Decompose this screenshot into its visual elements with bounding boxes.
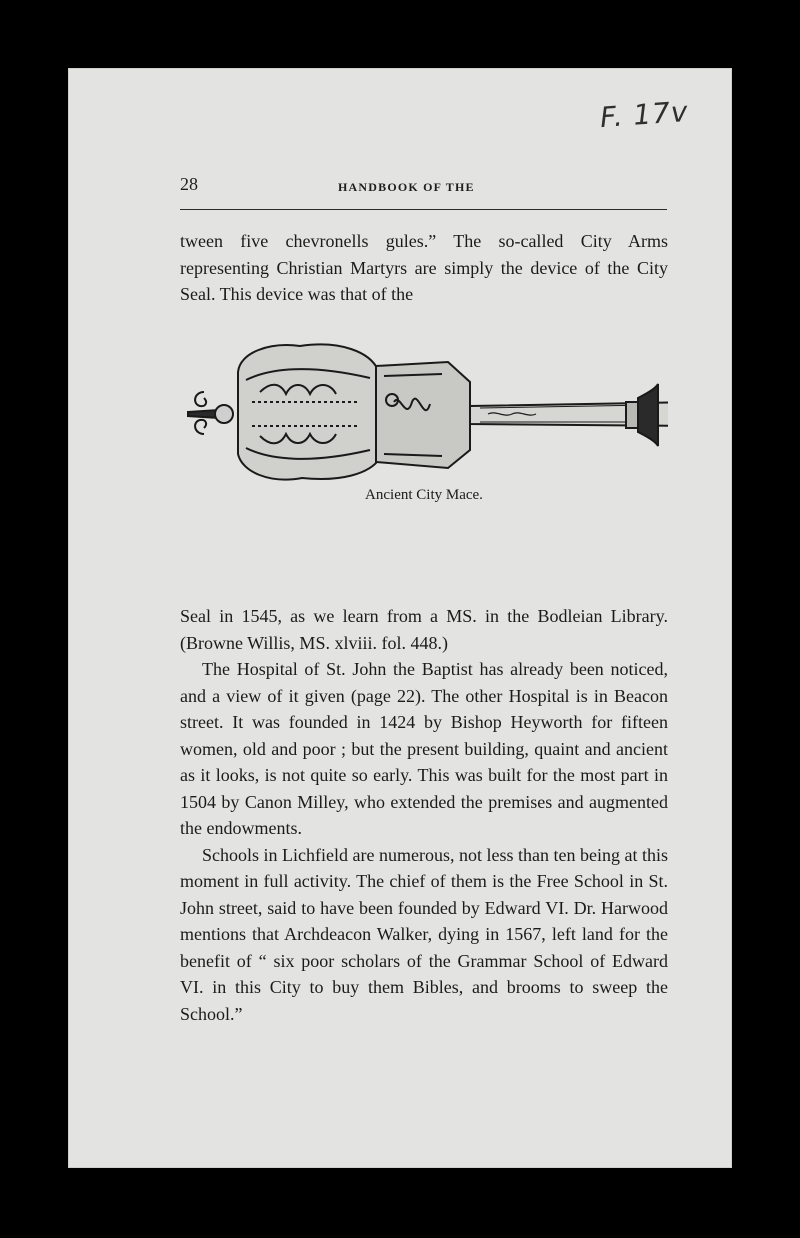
figure-caption: Ancient City Mace. — [365, 487, 483, 503]
mace-illustration — [180, 332, 668, 482]
mace-figure — [180, 332, 668, 522]
page-number: 28 — [180, 174, 198, 194]
paragraph: Schools in Lichfield are numerous, not less than ten being at this moment in full activity. The chief of them is the Free School in St. John street, said to have been founded by Edward VI. Dr. Harwood mentions that Archdeacon Walker, dying in 1567, left land for the benefit of “ six poor scholars of the Grammar School of Edward VI. in this City to buy them Bibles, and brooms to sweep the School.” — [180, 844, 668, 1024]
paragraph: tween five chevronells gules.” The so-called City Arms representing Christian Martyrs are simply the device of the City Seal. This device was that of the — [180, 231, 668, 304]
folio-annotation: F. 17v — [598, 94, 690, 135]
book-page — [68, 68, 732, 1168]
running-head: HANDBOOK OF THE — [338, 180, 475, 194]
body-text-top — [180, 228, 668, 308]
header-rule — [180, 209, 667, 210]
page-header — [180, 174, 666, 204]
paragraph: The Hospital of St. John the Baptist has already been noticed, and a view of it given (page 22). The other Hospital is in Beacon street. It was founded in 1424 by Bishop Heyworth for fifteen women, old and poor ; but the present building, quaint and ancient as it looks, is not quite so early. This was built for the most part in 1504 by Canon Milley, who extended the premises and augmented the endowments. — [180, 659, 668, 838]
paragraph: Seal in 1545, as we learn from a MS. in the Bodleian Library. (Browne Willis, MS. xlviii. fol. 448.) — [180, 606, 668, 653]
body-text — [180, 603, 668, 1027]
